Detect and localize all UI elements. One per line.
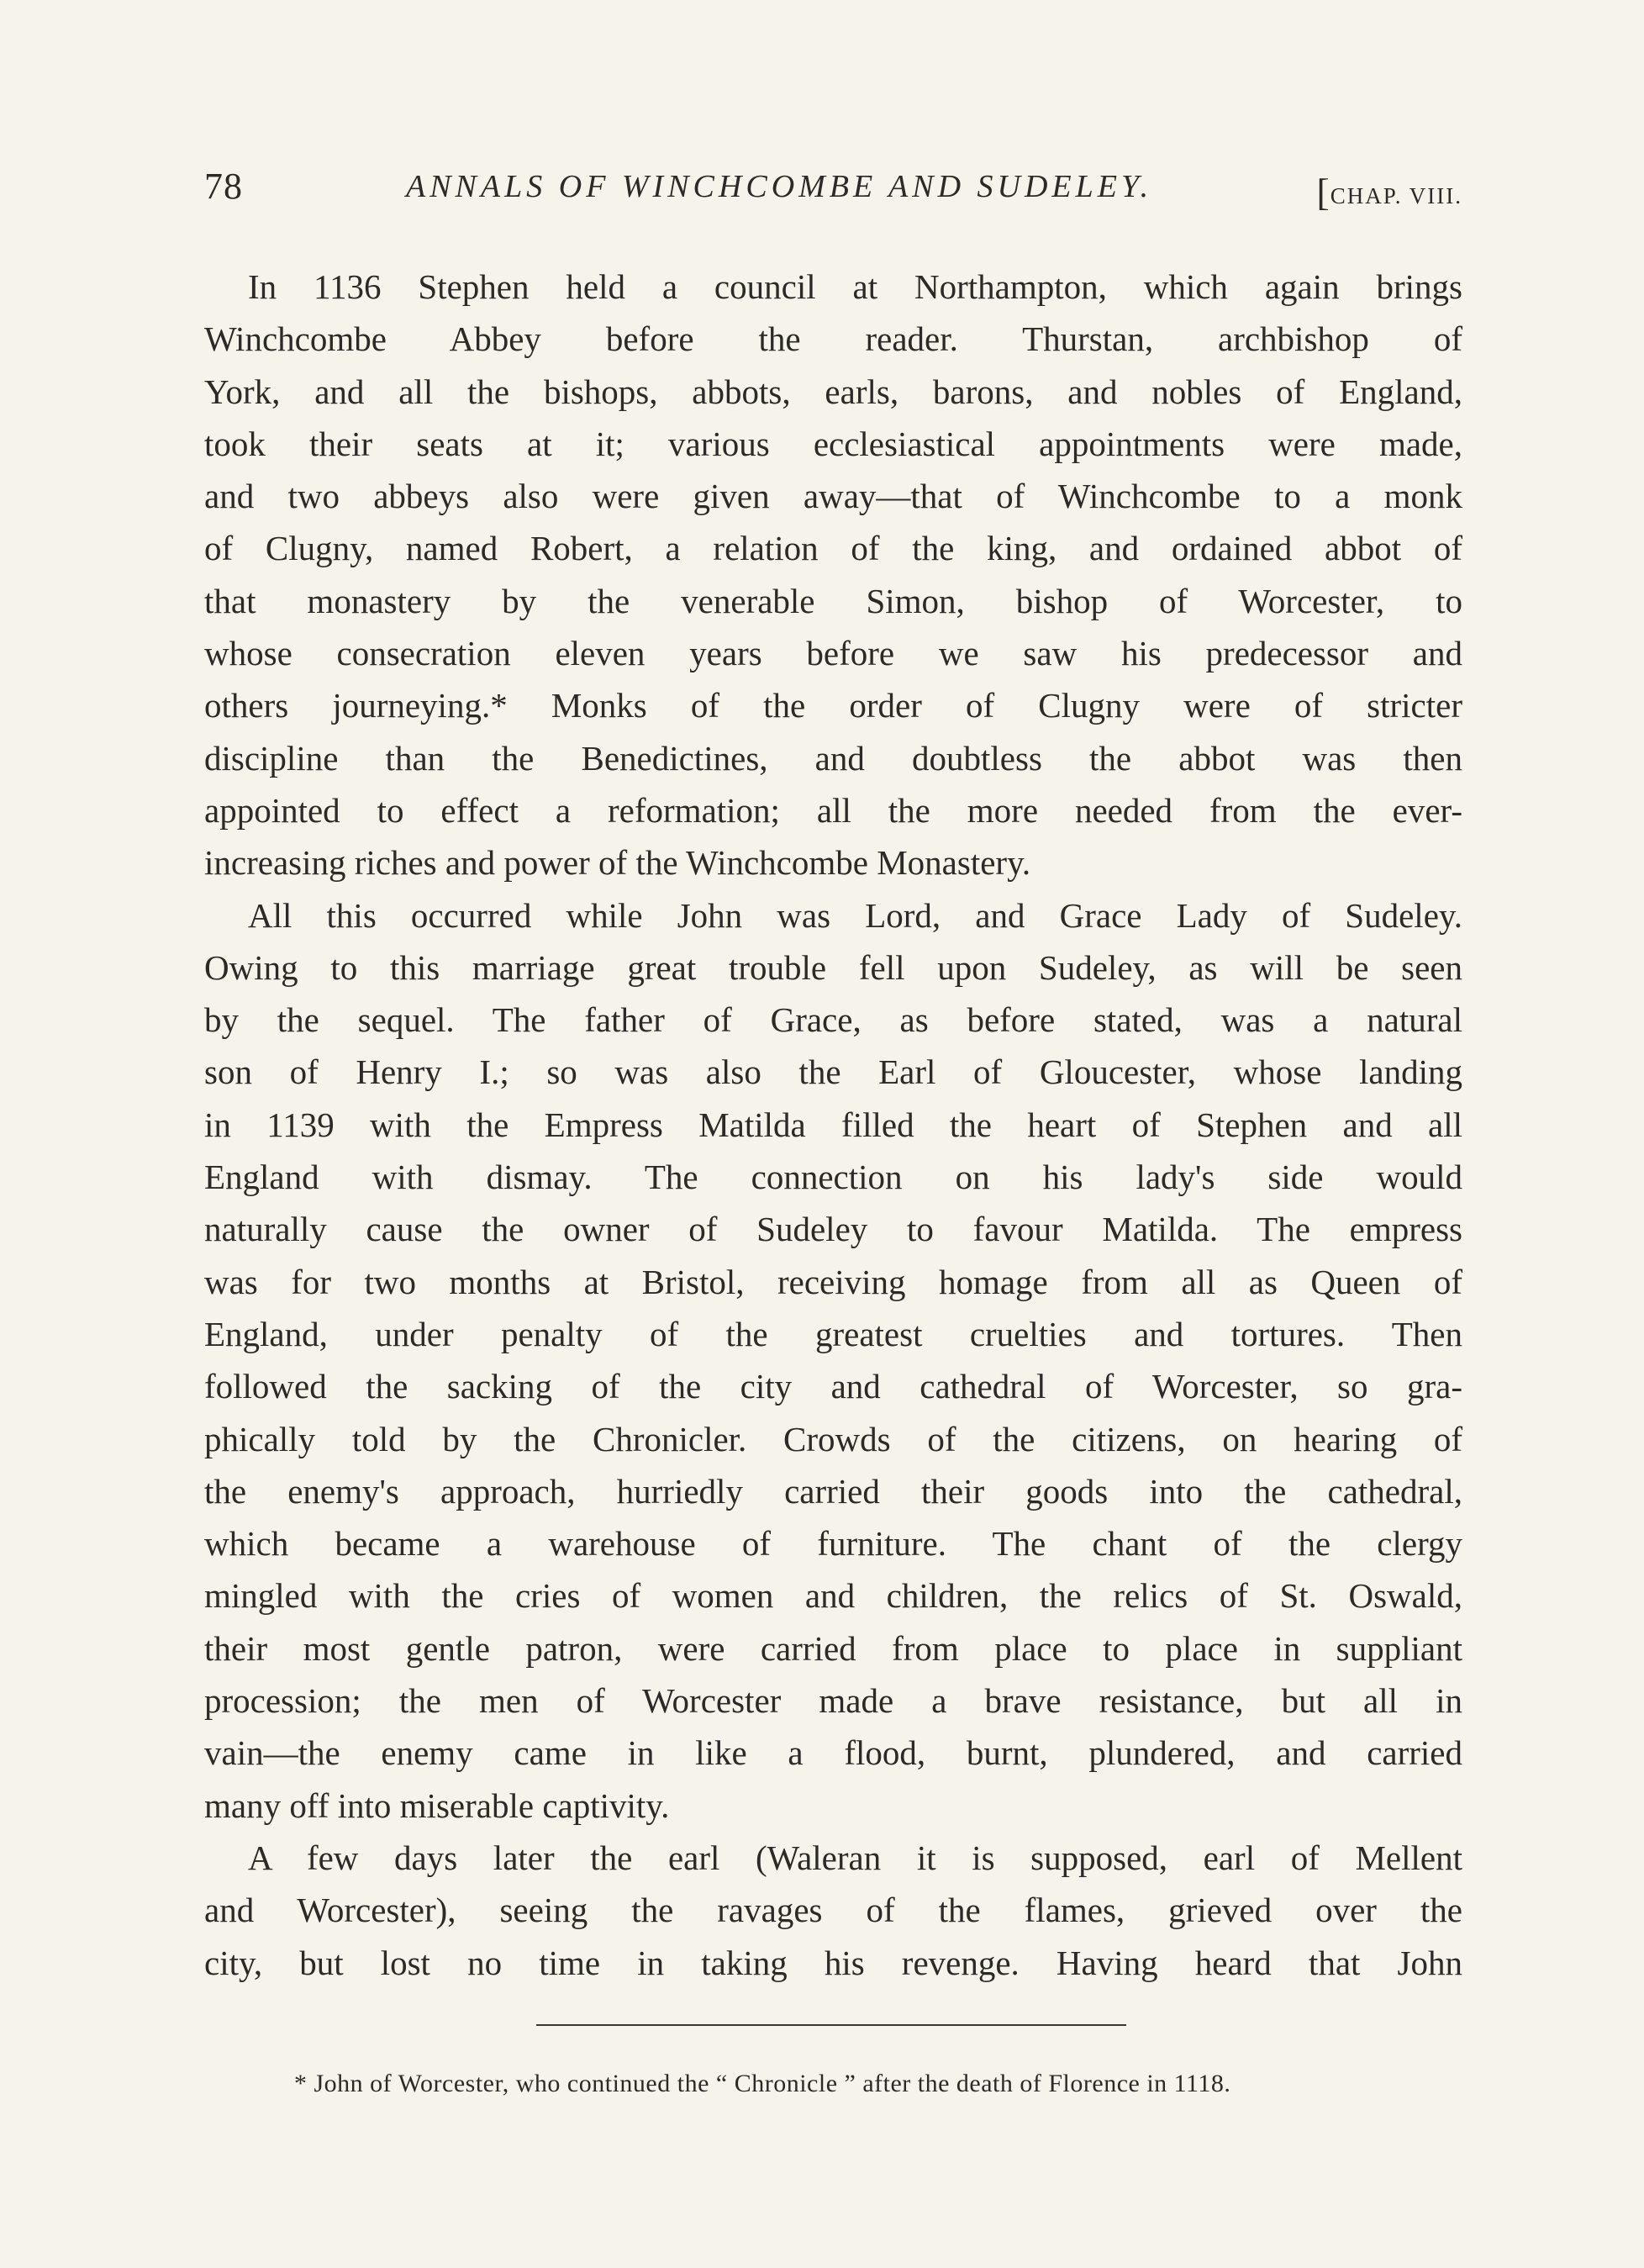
- text-line: which became a warehouse of furniture. The chant of the clergy: [204, 1524, 1462, 1564]
- chapter-reference: [1316, 168, 1462, 213]
- text-line: naturally cause the owner of Sudeley to favour Matilda. The empress: [204, 1210, 1462, 1249]
- text-line: their most gentle patron, were carried from place to place in suppliant: [204, 1628, 1462, 1668]
- text-line: that monastery by the venerable Simon, bishop of Worcester, to: [204, 581, 1462, 620]
- text-line: many off into miserable captivity.: [204, 1785, 670, 1825]
- text-line: England with dismay. The connection on his lady's side would: [204, 1158, 1462, 1197]
- text-line: mingled with the cries of women and children, the relics of St. Oswald,: [204, 1576, 1462, 1616]
- text-line: increasing riches and power of the Winchcombe Monastery.: [204, 843, 1031, 883]
- text-line: A few days later the earl (Waleran it is supposed, earl of Mellent: [248, 1838, 1462, 1877]
- text-line: Owing to this marriage great trouble fell upon Sudeley, as will be seen: [204, 947, 1462, 987]
- text-line: others journeying.* Monks of the order of Clugny were of stricter: [204, 686, 1462, 725]
- text-line: and two abbeys also were given away—that of Winchcombe to a monk: [204, 477, 1462, 516]
- body-text: [204, 261, 1462, 1989]
- text-line: city, but lost no time in taking his revenge. Having heard that John: [204, 1943, 1462, 1982]
- text-line: was for two months at Bristol, receiving homage from all as Queen of: [204, 1262, 1462, 1301]
- footnote-divider: [536, 2024, 1126, 2026]
- text-line: vain—the enemy came in like a flood, burnt, plundered, and carried: [204, 1733, 1462, 1773]
- running-title: ANNALS OF WINCHCOMBE AND SUDELEY.: [406, 169, 1153, 204]
- chapter-label: CHAP. VIII.: [1330, 183, 1462, 208]
- text-line: Winchcombe Abbey before the reader. Thurstan, archbishop of: [204, 319, 1462, 359]
- text-line: took their seats at it; various ecclesiastical appointments were made,: [204, 424, 1462, 463]
- text-line: phically told by the Chronicler. Crowds of the citizens, on hearing of: [204, 1419, 1462, 1458]
- text-line: of Clugny, named Robert, a relation of the king, and ordained abbot of: [204, 529, 1462, 568]
- text-line: In 1136 Stephen held a council at Northampton, which again brings: [248, 267, 1462, 306]
- text-line: England, under penalty of the greatest cruelties and tortures. Then: [204, 1314, 1462, 1353]
- paragraph-3: [204, 1832, 1462, 1989]
- text-line: whose consecration eleven years before we saw his predecessor and: [204, 634, 1462, 673]
- text-line: appointed to effect a reformation; all the more needed from the ever-: [204, 790, 1462, 830]
- text-line: and Worcester), seeing the ravages of the flames, grieved over the: [204, 1891, 1462, 1930]
- text-line: son of Henry I.; so was also the Earl of Gloucester, whose landing: [204, 1052, 1462, 1092]
- page-number: 78: [204, 166, 243, 207]
- text-line: followed the sacking of the city and cathedral of Worcester, so gra-: [204, 1367, 1462, 1406]
- text-line: York, and all the bishops, abbots, earls, barons, and nobles of England,: [204, 372, 1462, 411]
- running-head: [204, 165, 1462, 215]
- text-line: All this occurred while John was Lord, and Grace Lady of Sudeley.: [248, 895, 1462, 935]
- text-line: discipline than the Benedictines, and doubtless the abbot was then: [204, 738, 1462, 778]
- text-line: procession; the men of Worcester made a brave resistance, but all in: [204, 1681, 1462, 1721]
- text-line: the enemy's approach, hurriedly carried their goods into the cathedral,: [204, 1471, 1462, 1511]
- text-line: in 1139 with the Empress Matilda filled the heart of Stephen and all: [204, 1105, 1462, 1144]
- text-line: by the sequel. The father of Grace, as before stated, was a natural: [204, 1000, 1462, 1040]
- paragraph-2: [204, 889, 1462, 1832]
- footnote: * John of Worcester, who continued the “ Chronicle ” after the death of Florence in 1118.: [294, 2070, 1231, 2097]
- paragraph-1: [204, 261, 1462, 889]
- chapter-bracket: [: [1316, 171, 1330, 214]
